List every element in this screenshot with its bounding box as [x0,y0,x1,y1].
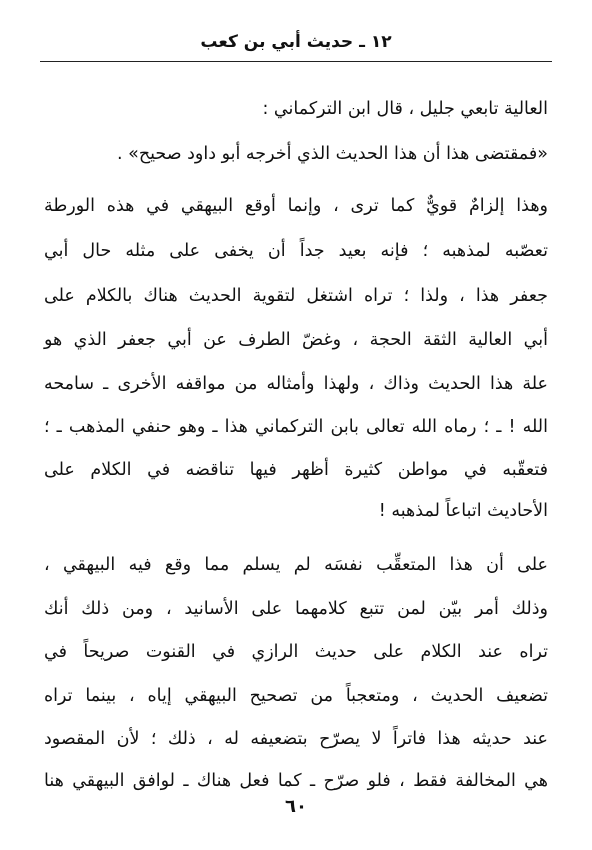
text-line: هي المخالفة فقط ، فلو صرّح ـ كما فعل هناك ـ لوافق البيهقي هنا [44,771,548,791]
text-line: فتعقّبه في مواطن كثيرة أظهر فيها تناقضه في الكلام على [44,460,548,480]
text-line: العالية تابعي جليل ، قال ابن التركماني : [262,99,548,119]
text-line: وذلك أمر بيّن لمن تتبع كلامهما على الأسانيد ، ومن ذلك أنك [44,599,548,619]
text-line: وهذا إلزامٌ قويٌّ كما ترى ، وإنما أوقع البيهقي في هذه الورطة [44,196,548,216]
text-line: تراه عند الكلام على حديث الرازي في القنوت صريحاً في [44,642,548,662]
text-line: تعصّبه لمذهبه ؛ فإنه بعيد جداً أن يخفى على مثله حال أبي [44,241,548,261]
text-line: عند حديثه هذا فاتراً لا يصرّح بتضعيفه له ، ذلك ؛ لأن المقصود [44,729,548,749]
header-rule [40,61,552,62]
text-line: علة هذا الحديث وذاك ، ولهذا وأمثاله من مواقفه الأخرى ـ سامحه [44,374,548,394]
text-line: «فمقتضى هذا أن هذا الحديث الذي أخرجه أبو داود صحيح» . [117,144,548,164]
running-header: ١٢ ـ حديث أبي بن كعب [200,32,392,52]
text-line: تضعيف الحديث ، ومتعجباً من تصحيح البيهقي إياه ، بينما تراه [44,686,548,706]
text-line: جعفر هذا ، ولذا ؛ تراه اشتغل لتقوية الحديث هناك بالكلام على [44,286,548,306]
text-line: الله ! ـ ؛ رماه الله تعالى بابن التركماني هذا ـ وهو حنفي المذهب ـ ؛ [44,417,548,437]
text-line: على أن هذا المتعقِّب نفسَه لم يسلم مما وقع فيه البيهقي ، [44,555,548,575]
text-line: الأحاديث اتباعاً لمذهبه ! [378,501,548,521]
text-line: أبي العالية الثقة الحجة ، وغضّ الطرف عن أبي جعفر الذي هو [44,330,548,350]
page-number: ٦٠ [285,796,307,817]
